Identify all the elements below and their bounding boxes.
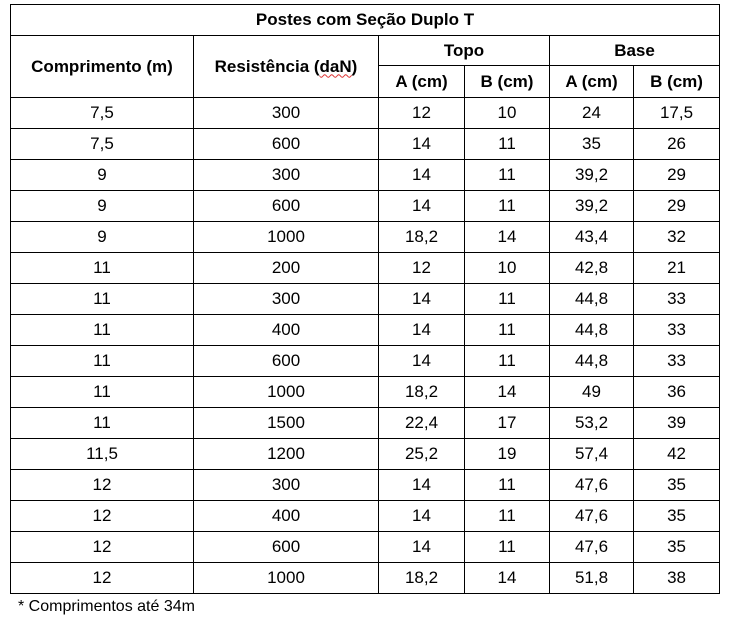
resistance-cell: 400	[194, 315, 379, 346]
length-cell: 11,5	[11, 439, 194, 470]
base-a-cell: 39,2	[550, 160, 634, 191]
base-b-cell: 35	[634, 470, 720, 501]
top-b-cell: 11	[465, 129, 550, 160]
length-cell: 7,5	[11, 129, 194, 160]
resistance-cell: 300	[194, 98, 379, 129]
length-cell: 9	[11, 222, 194, 253]
length-cell: 9	[11, 160, 194, 191]
length-cell: 9	[11, 191, 194, 222]
top-b-cell: 11	[465, 284, 550, 315]
resistance-label: Resistência (	[214, 56, 320, 76]
table-row	[11, 315, 720, 346]
table-row	[11, 253, 720, 284]
top-a-cell: 14	[379, 284, 465, 315]
top-b-cell: 10	[465, 253, 550, 284]
table-row	[11, 191, 720, 222]
table-row	[11, 284, 720, 315]
base-a-cell: 39,2	[550, 191, 634, 222]
top-a-cell: 18,2	[379, 222, 465, 253]
base-b-cell: 38	[634, 563, 720, 594]
table-row	[11, 470, 720, 501]
table-row	[11, 408, 720, 439]
length-cell: 11	[11, 346, 194, 377]
table-row	[11, 563, 720, 594]
top-a-cell: 22,4	[379, 408, 465, 439]
base-b-cell: 42	[634, 439, 720, 470]
top-header: Topo	[379, 36, 550, 66]
top-b-cell: 11	[465, 346, 550, 377]
base-a-header: A (cm)	[550, 66, 634, 98]
top-a-cell: 12	[379, 253, 465, 284]
top-b-cell: 10	[465, 98, 550, 129]
table-row	[11, 160, 720, 191]
top-b-cell: 14	[465, 222, 550, 253]
top-a-cell: 14	[379, 346, 465, 377]
base-a-cell: 44,8	[550, 284, 634, 315]
resistance-cell: 600	[194, 191, 379, 222]
base-a-cell: 57,4	[550, 439, 634, 470]
resistance-cell: 1000	[194, 377, 379, 408]
top-a-cell: 14	[379, 160, 465, 191]
top-a-cell: 14	[379, 191, 465, 222]
top-a-cell: 14	[379, 470, 465, 501]
poles-table	[10, 4, 720, 594]
base-a-cell: 35	[550, 129, 634, 160]
base-a-cell: 47,6	[550, 532, 634, 563]
resistance-cell: 300	[194, 284, 379, 315]
base-b-cell: 29	[634, 191, 720, 222]
table-row	[11, 532, 720, 563]
base-b-cell: 35	[634, 532, 720, 563]
top-a-cell: 14	[379, 315, 465, 346]
top-b-cell: 11	[465, 160, 550, 191]
table-row	[11, 98, 720, 129]
top-b-cell: 14	[465, 377, 550, 408]
resistance-cell: 1000	[194, 563, 379, 594]
top-a-cell: 14	[379, 129, 465, 160]
resistance-cell: 600	[194, 129, 379, 160]
length-cell: 12	[11, 532, 194, 563]
base-a-cell: 24	[550, 98, 634, 129]
top-a-cell: 18,2	[379, 377, 465, 408]
base-a-cell: 53,2	[550, 408, 634, 439]
base-b-cell: 26	[634, 129, 720, 160]
table-row	[11, 439, 720, 470]
base-b-cell: 33	[634, 346, 720, 377]
base-a-cell: 43,4	[550, 222, 634, 253]
base-b-cell: 39	[634, 408, 720, 439]
base-b-cell: 35	[634, 501, 720, 532]
resistance-cell: 300	[194, 470, 379, 501]
top-a-header: A (cm)	[379, 66, 465, 98]
top-b-cell: 11	[465, 470, 550, 501]
top-b-cell: 19	[465, 439, 550, 470]
top-a-cell: 14	[379, 501, 465, 532]
table-row	[11, 501, 720, 532]
top-b-cell: 11	[465, 532, 550, 563]
resistance-cell: 1500	[194, 408, 379, 439]
top-b-cell: 17	[465, 408, 550, 439]
base-a-cell: 51,8	[550, 563, 634, 594]
resistance-cell: 600	[194, 532, 379, 563]
base-b-cell: 17,5	[634, 98, 720, 129]
base-a-cell: 44,8	[550, 315, 634, 346]
length-cell: 11	[11, 284, 194, 315]
table-row	[11, 377, 720, 408]
top-b-cell: 11	[465, 191, 550, 222]
base-b-cell: 29	[634, 160, 720, 191]
table-title: Postes com Seção Duplo T	[11, 5, 720, 36]
length-cell: 11	[11, 377, 194, 408]
base-b-cell: 33	[634, 284, 720, 315]
top-b-cell: 14	[465, 563, 550, 594]
base-a-cell: 47,6	[550, 501, 634, 532]
base-a-cell: 44,8	[550, 346, 634, 377]
resistance-cell: 400	[194, 501, 379, 532]
resistance-cell: 1000	[194, 222, 379, 253]
resistance-cell: 1200	[194, 439, 379, 470]
base-b-cell: 21	[634, 253, 720, 284]
base-b-cell: 33	[634, 315, 720, 346]
resistance-cell: 600	[194, 346, 379, 377]
base-a-cell: 42,8	[550, 253, 634, 284]
resistance-cell: 200	[194, 253, 379, 284]
footnote: * Comprimentos até 34m	[18, 598, 195, 615]
length-cell: 11	[11, 253, 194, 284]
resistance-header	[194, 36, 379, 98]
length-header: Comprimento (m)	[11, 36, 194, 98]
base-a-cell: 49	[550, 377, 634, 408]
top-a-cell: 14	[379, 532, 465, 563]
length-cell: 7,5	[11, 98, 194, 129]
table-row	[11, 222, 720, 253]
length-cell: 11	[11, 408, 194, 439]
length-cell: 12	[11, 470, 194, 501]
base-b-cell: 32	[634, 222, 720, 253]
length-cell: 12	[11, 501, 194, 532]
top-a-cell: 25,2	[379, 439, 465, 470]
top-a-cell: 18,2	[379, 563, 465, 594]
table-row	[11, 129, 720, 160]
base-b-header: B (cm)	[634, 66, 720, 98]
table-body	[11, 98, 720, 594]
base-a-cell: 47,6	[550, 470, 634, 501]
top-b-header: B (cm)	[465, 66, 550, 98]
length-cell: 12	[11, 563, 194, 594]
resistance-unit: daN	[319, 56, 352, 76]
top-b-cell: 11	[465, 315, 550, 346]
resistance-cell: 300	[194, 160, 379, 191]
base-b-cell: 36	[634, 377, 720, 408]
resistance-close: )	[351, 56, 358, 76]
base-header: Base	[550, 36, 720, 66]
top-a-cell: 12	[379, 98, 465, 129]
length-cell: 11	[11, 315, 194, 346]
table-row	[11, 346, 720, 377]
top-b-cell: 11	[465, 501, 550, 532]
